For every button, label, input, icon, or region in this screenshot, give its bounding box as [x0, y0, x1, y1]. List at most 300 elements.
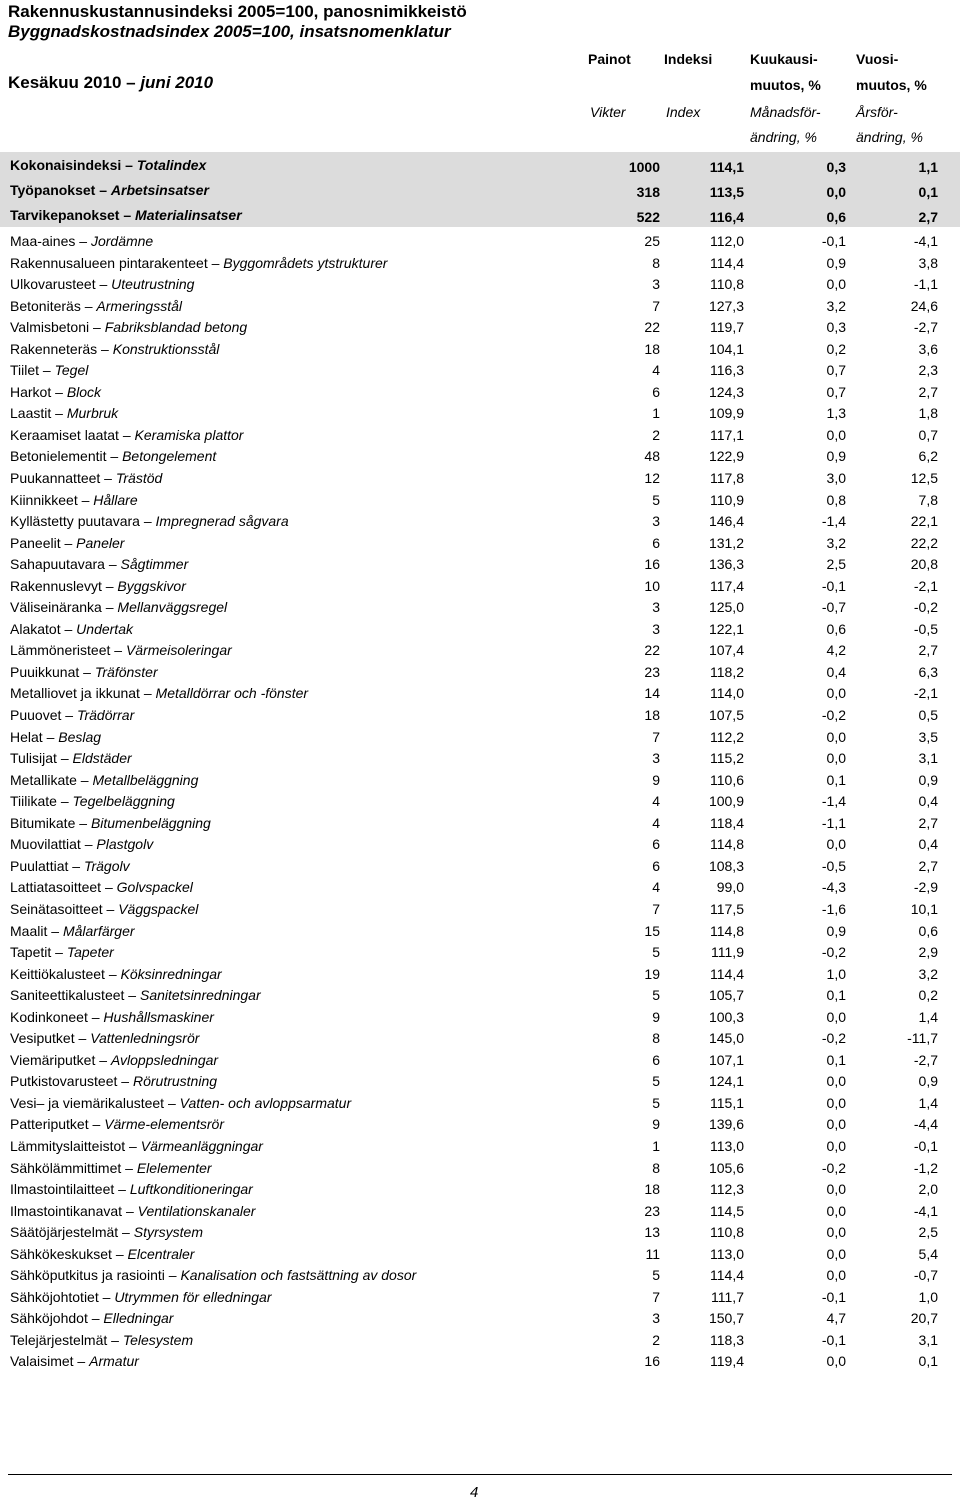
- weight-cell: 3: [652, 513, 660, 530]
- label-sv: Impregnerad sågvara: [155, 513, 289, 530]
- label-fi: Sähköjohdot: [10, 1310, 88, 1327]
- label-dash: –: [88, 1116, 105, 1133]
- label-sv: Värmeanläggningar: [140, 1137, 263, 1154]
- label-fi: Tarvikepanokset: [10, 207, 120, 223]
- index-cell: 117,1: [710, 426, 744, 443]
- monthly-change-cell: -1,4: [821, 793, 846, 810]
- row-label: [10, 1203, 255, 1219]
- label-fi: Väliseinäranka: [10, 599, 102, 616]
- label-dash: –: [87, 1310, 104, 1327]
- label-fi: Lattiatasoitteet: [10, 879, 102, 896]
- index-table: [0, 152, 960, 1372]
- index-cell: 113,0: [710, 1245, 744, 1262]
- weight-cell: 9: [652, 1116, 660, 1133]
- label-fi: Sähköputkitus ja rasiointi: [10, 1267, 165, 1284]
- annual-change-cell: 2,3: [918, 362, 938, 379]
- monthly-change-cell: 0,0: [826, 1073, 846, 1090]
- row-label: [10, 879, 193, 895]
- index-cell: 111,7: [711, 1288, 744, 1305]
- row-label: [10, 621, 133, 637]
- annual-change-cell: 22,2: [910, 534, 938, 551]
- monthly-change-cell: -0,2: [821, 707, 846, 724]
- annual-change-cell: 0,5: [918, 707, 938, 724]
- table-row: [0, 1092, 960, 1114]
- table-row: [0, 316, 960, 338]
- weight-cell: 3: [652, 599, 660, 616]
- index-cell: 150,7: [708, 1310, 744, 1327]
- annual-change-cell: -0,1: [913, 1137, 938, 1154]
- label-dash: –: [74, 1030, 91, 1047]
- index-cell: 124,1: [708, 1073, 744, 1090]
- label-sv: Telesystem: [122, 1331, 194, 1348]
- footer-rule: [8, 1474, 952, 1475]
- label-sv: Golvspackel: [116, 879, 193, 896]
- row-label: [10, 901, 198, 917]
- label-fi: Rakenneteräs: [10, 340, 98, 357]
- weight-cell: 19: [644, 965, 660, 982]
- label-fi: Alakatot: [10, 620, 61, 637]
- label-sv: Byggskivor: [117, 577, 186, 594]
- annual-change-cell: 1,0: [918, 1288, 938, 1305]
- annual-change-cell: 3,1: [918, 1331, 938, 1348]
- monthly-change-cell: 0,6: [826, 209, 846, 225]
- main-row: [0, 202, 960, 227]
- label-sv: Sanitetsinredningar: [139, 987, 261, 1004]
- monthly-change-cell: -4,3: [821, 879, 846, 896]
- weight-cell: 5: [652, 1094, 660, 1111]
- header-annual-fi-1: Vuosi-: [856, 51, 899, 67]
- label-dash: –: [56, 750, 73, 767]
- annual-change-cell: 2,7: [918, 209, 938, 225]
- weight-cell: 14: [644, 685, 660, 702]
- annual-change-cell: 2,7: [918, 642, 938, 659]
- row-label: [10, 944, 114, 960]
- label-sv: Armatur: [89, 1353, 139, 1370]
- page-number: 4: [470, 1484, 479, 1501]
- weight-cell: 6: [652, 1051, 660, 1068]
- label-sv: Hushållsmaskiner: [103, 1008, 214, 1025]
- table-row: [0, 295, 960, 317]
- table-row: [0, 359, 960, 381]
- label-dash: –: [121, 157, 137, 173]
- label-fi: Keraamiset laatat: [10, 426, 119, 443]
- index-cell: 107,5: [708, 707, 744, 724]
- label-dash: –: [119, 207, 136, 223]
- annual-change-cell: 6,2: [918, 448, 938, 465]
- annual-change-cell: 0,7: [918, 426, 938, 443]
- label-fi: Putkistovarusteet: [10, 1073, 118, 1090]
- label-dash: –: [110, 642, 126, 659]
- index-cell: 122,9: [708, 448, 744, 465]
- annual-change-cell: 0,9: [918, 771, 938, 788]
- table-row: [0, 575, 960, 597]
- table-row: [0, 726, 960, 748]
- index-cell: 119,4: [710, 1353, 744, 1370]
- label-fi: Telejärjestelmät: [10, 1331, 108, 1348]
- label-sv: Beslag: [58, 728, 102, 745]
- index-cell: 117,5: [710, 900, 744, 917]
- table-row: [0, 1027, 960, 1049]
- label-sv: Materialinsatser: [135, 207, 242, 223]
- weight-cell: 22: [644, 642, 660, 659]
- header-weights-sv: Vikter: [590, 104, 626, 120]
- row-label: [10, 492, 138, 508]
- monthly-change-cell: 0,9: [826, 254, 846, 271]
- annual-change-cell: 0,1: [918, 184, 938, 200]
- row-label: [10, 207, 242, 223]
- label-fi: Kodinkoneet: [10, 1008, 88, 1025]
- table-row: [0, 1286, 960, 1308]
- label-dash: –: [107, 1331, 123, 1348]
- index-cell: 114,1: [709, 159, 744, 175]
- weight-cell: 10: [644, 577, 660, 594]
- label-sv: Bitumenbeläggning: [90, 814, 211, 831]
- annual-change-cell: -1,2: [913, 1159, 938, 1176]
- row-label: [10, 1138, 263, 1154]
- table-row: [0, 1070, 960, 1092]
- label-dash: –: [80, 836, 97, 853]
- monthly-change-cell: 0,0: [826, 750, 846, 767]
- annual-change-cell: 3,2: [918, 965, 938, 982]
- annual-change-cell: 20,7: [910, 1310, 938, 1327]
- table-row: [0, 424, 960, 446]
- index-cell: 118,2: [710, 663, 744, 680]
- annual-change-cell: 20,8: [910, 556, 938, 573]
- label-fi: Sähkökeskukset: [10, 1245, 112, 1262]
- weight-cell: 7: [652, 297, 660, 314]
- table-row: [0, 1350, 960, 1372]
- annual-change-cell: 2,9: [918, 944, 938, 961]
- label-fi: Tiilikate: [10, 793, 57, 810]
- weight-cell: 8: [652, 1159, 660, 1176]
- label-sv: Fabriksblandad betong: [104, 319, 248, 336]
- label-fi: Puukannatteet: [10, 470, 101, 487]
- row-label: [10, 448, 216, 464]
- annual-change-cell: 0,6: [918, 922, 938, 939]
- table-row: [0, 920, 960, 942]
- annual-change-cell: -11,7: [907, 1030, 938, 1047]
- weight-cell: 5: [652, 1073, 660, 1090]
- table-row: [0, 747, 960, 769]
- table-row: [0, 381, 960, 403]
- label-dash: –: [104, 556, 121, 573]
- header-annual-fi-2: muutos, %: [856, 77, 927, 93]
- label-dash: –: [102, 900, 119, 917]
- row-label: [10, 966, 222, 982]
- label-dash: –: [124, 987, 140, 1004]
- label-sv: Rörutrustning: [132, 1073, 218, 1090]
- monthly-change-cell: 3,2: [826, 534, 846, 551]
- weight-cell: 11: [645, 1245, 660, 1262]
- row-label: [10, 1116, 224, 1132]
- label-fi: Metalliovet ja ikkunat: [10, 685, 140, 702]
- row-label: [10, 405, 118, 421]
- label-fi: Lämmöneristeet: [10, 642, 111, 659]
- weight-cell: 4: [652, 879, 660, 896]
- label-sv: Block: [66, 383, 102, 400]
- weight-cell: 3: [652, 750, 660, 767]
- index-cell: 112,0: [710, 233, 744, 249]
- weight-cell: 2: [652, 426, 660, 443]
- annual-change-cell: 22,1: [910, 513, 938, 530]
- header-monthly-sv-1: Månadsför-: [750, 104, 821, 120]
- table-row: [0, 230, 960, 252]
- monthly-change-cell: 0,9: [826, 448, 846, 465]
- label-fi: Rakennuslevyt: [10, 577, 102, 594]
- label-sv: Tapeter: [66, 944, 114, 961]
- label-dash: –: [95, 182, 111, 198]
- label-sv: Armeringsstål: [96, 297, 182, 314]
- monthly-change-cell: 0,0: [826, 426, 846, 443]
- index-cell: 114,5: [710, 1202, 744, 1219]
- label-sv: Sågtimmer: [120, 556, 189, 573]
- row-label: [10, 1030, 199, 1046]
- row-label: [10, 1224, 203, 1240]
- header-monthly-fi-1: Kuukausi-: [750, 51, 818, 67]
- row-label: [10, 987, 261, 1003]
- weight-cell: 23: [644, 1202, 660, 1219]
- weight-cell: 6: [652, 383, 660, 400]
- annual-change-cell: -0,7: [913, 1267, 938, 1284]
- table-row: [0, 1006, 960, 1028]
- index-cell: 125,0: [708, 599, 744, 616]
- label-sv: Kanalisation och fastsättning av dosor: [180, 1267, 417, 1284]
- label-fi: Kiinnikkeet: [10, 491, 78, 508]
- label-fi: Harkot: [10, 383, 52, 400]
- label-sv: Elcentraler: [127, 1245, 195, 1262]
- row-label: [10, 1310, 173, 1326]
- monthly-change-cell: 1,3: [826, 405, 846, 422]
- label-sv: Arbetsinsatser: [110, 182, 209, 198]
- label-sv: Konstruktionsstål: [112, 340, 220, 357]
- label-dash: –: [73, 1353, 90, 1370]
- label-dash: –: [118, 426, 135, 443]
- row-label: [10, 182, 209, 198]
- table-row: [0, 682, 960, 704]
- table-row: [0, 489, 960, 511]
- row-label: [10, 384, 101, 400]
- label-sv: Metallbeläggning: [92, 771, 199, 788]
- table-row: [0, 639, 960, 661]
- monthly-change-cell: -0,2: [821, 1159, 846, 1176]
- index-cell: 114,4: [710, 254, 744, 271]
- row-label: [10, 233, 153, 249]
- index-cell: 114,4: [710, 1267, 744, 1284]
- header-weights-fi: Painot: [588, 51, 631, 67]
- monthly-change-cell: 0,0: [826, 1267, 846, 1284]
- label-sv: Köksinredningar: [120, 965, 222, 982]
- table-row: [0, 338, 960, 360]
- label-dash: –: [75, 814, 91, 831]
- row-label: [10, 923, 135, 939]
- annual-change-cell: -0,5: [913, 620, 938, 637]
- label-fi: Kokonaisindeksi: [10, 157, 122, 173]
- weight-cell: 12: [644, 470, 660, 487]
- label-fi: Bitumikate: [10, 814, 76, 831]
- weight-cell: 4: [652, 793, 660, 810]
- label-dash: –: [60, 534, 77, 551]
- monthly-change-cell: 0,3: [826, 319, 846, 336]
- weight-cell: 1000: [628, 159, 660, 175]
- label-dash: –: [51, 944, 67, 961]
- label-dash: –: [122, 1202, 138, 1219]
- weight-cell: 7: [652, 1288, 660, 1305]
- row-label: [10, 362, 88, 378]
- index-cell: 124,3: [708, 383, 744, 400]
- row-label: [10, 858, 130, 874]
- row-label: [10, 157, 206, 173]
- row-label: [10, 427, 243, 443]
- annual-change-cell: 5,4: [918, 1245, 938, 1262]
- label-dash: –: [76, 771, 93, 788]
- index-cell: 136,3: [708, 556, 744, 573]
- label-dash: –: [51, 383, 67, 400]
- row-label: [10, 836, 153, 852]
- index-cell: 108,3: [708, 857, 744, 874]
- index-cell: 145,0: [708, 1030, 744, 1047]
- row-label: [10, 578, 186, 594]
- row-label: [10, 1267, 416, 1283]
- period-dash: –: [126, 73, 141, 92]
- index-cell: 100,9: [708, 793, 744, 810]
- index-cell: 116,3: [710, 362, 744, 379]
- label-dash: –: [51, 405, 67, 422]
- label-sv: Trägolv: [83, 857, 130, 874]
- index-cell: 104,1: [708, 340, 744, 357]
- label-sv: Trädörrar: [76, 707, 135, 724]
- label-dash: –: [68, 857, 84, 874]
- index-cell: 122,1: [708, 620, 744, 637]
- weight-cell: 1: [652, 405, 660, 422]
- label-sv: Elledningar: [103, 1310, 174, 1327]
- index-cell: 117,8: [710, 470, 744, 487]
- label-sv: Väggspackel: [118, 900, 199, 917]
- label-sv: Tegelbeläggning: [72, 793, 175, 810]
- row-label: [10, 750, 132, 766]
- table-row: [0, 1113, 960, 1135]
- label-dash: –: [95, 276, 112, 293]
- label-sv: Totalindex: [136, 157, 207, 173]
- label-fi: Keittiökalusteet: [10, 965, 105, 982]
- table-row: [0, 963, 960, 985]
- weight-cell: 5: [652, 987, 660, 1004]
- table-row: [0, 876, 960, 898]
- table-row: [0, 1200, 960, 1222]
- label-sv: Paneler: [76, 534, 125, 551]
- weight-cell: 18: [644, 1181, 660, 1198]
- label-dash: –: [98, 1288, 115, 1305]
- label-sv: Ventilationskanaler: [137, 1202, 256, 1219]
- index-cell: 110,8: [710, 1224, 744, 1241]
- row-label: [10, 1332, 193, 1348]
- annual-change-cell: -2,7: [913, 1051, 938, 1068]
- monthly-change-cell: 0,0: [826, 1137, 846, 1154]
- table-row: [0, 402, 960, 424]
- monthly-change-cell: -0,2: [821, 944, 846, 961]
- annual-change-cell: -2,1: [913, 685, 938, 702]
- weight-cell: 5: [652, 944, 660, 961]
- monthly-change-cell: 3,0: [826, 470, 846, 487]
- row-label: [10, 1289, 271, 1305]
- table-row: [0, 941, 960, 963]
- monthly-change-cell: -1,1: [821, 814, 846, 831]
- label-dash: –: [80, 297, 97, 314]
- label-fi: Muovilattiat: [10, 836, 81, 853]
- table-row: [0, 1157, 960, 1179]
- monthly-change-cell: 0,6: [826, 620, 846, 637]
- monthly-change-cell: 4,7: [826, 1310, 846, 1327]
- label-sv: Värme-elementsrör: [104, 1116, 225, 1133]
- monthly-change-cell: 0,0: [826, 1224, 846, 1241]
- index-cell: 115,2: [710, 750, 744, 767]
- index-cell: 105,7: [708, 987, 744, 1004]
- annual-change-cell: 0,9: [918, 1073, 938, 1090]
- index-cell: 105,6: [708, 1159, 744, 1176]
- label-sv: Värmeisoleringar: [125, 642, 232, 659]
- weight-cell: 5: [652, 1267, 660, 1284]
- period-label: [8, 73, 213, 93]
- weight-cell: 3: [652, 1310, 660, 1327]
- row-label: [10, 1160, 212, 1176]
- monthly-change-cell: 0,0: [826, 184, 846, 200]
- row-label: [10, 513, 289, 529]
- page-title-fi: Rakennuskustannusindeksi 2005=100, panosnimikkeistö: [8, 2, 467, 21]
- label-fi: Betoniteräs: [10, 297, 81, 314]
- label-sv: Keramiska plattor: [134, 426, 244, 443]
- monthly-change-cell: -1,6: [821, 900, 846, 917]
- annual-change-cell: 3,5: [918, 728, 938, 745]
- label-sv: Betongelement: [122, 448, 217, 465]
- weight-cell: 16: [644, 556, 660, 573]
- row-label: [10, 707, 134, 723]
- index-cell: 116,4: [709, 209, 744, 225]
- label-dash: –: [47, 922, 63, 939]
- label-fi: Vesi– ja viemärikalusteet: [10, 1094, 165, 1111]
- label-dash: –: [125, 1137, 141, 1154]
- table-row: [0, 833, 960, 855]
- monthly-change-cell: -0,7: [821, 599, 846, 616]
- label-sv: Avloppsledningar: [110, 1051, 219, 1068]
- annual-change-cell: 2,7: [918, 814, 938, 831]
- row-label: [10, 1052, 218, 1068]
- monthly-change-cell: 0,0: [826, 728, 846, 745]
- label-dash: –: [164, 1267, 181, 1284]
- label-dash: –: [104, 965, 121, 982]
- label-sv: Plastgolv: [96, 836, 154, 853]
- label-fi: Ilmastointilaitteet: [10, 1181, 115, 1198]
- annual-change-cell: 10,1: [910, 900, 938, 917]
- index-cell: 114,8: [710, 922, 744, 939]
- main-row: [0, 177, 960, 202]
- row-label: [10, 298, 182, 314]
- weight-cell: 8: [652, 1030, 660, 1047]
- table-row: [0, 661, 960, 683]
- row-label: [10, 685, 308, 701]
- label-fi: Puuikkunat: [10, 663, 80, 680]
- row-label: [10, 815, 211, 831]
- annual-change-cell: 2,0: [918, 1181, 938, 1198]
- annual-change-cell: -4,1: [913, 233, 938, 249]
- period-sv: juni 2010: [140, 73, 214, 92]
- table-row: [0, 1264, 960, 1286]
- index-cell: 118,3: [710, 1331, 744, 1348]
- label-sv: Elelementer: [136, 1159, 212, 1176]
- label-sv: Byggområdets ytstrukturer: [223, 254, 388, 271]
- row-label: [10, 664, 158, 680]
- annual-change-cell: 2,7: [918, 857, 938, 874]
- label-fi: Maalit: [10, 922, 48, 939]
- label-fi: Betonielementit: [10, 448, 107, 465]
